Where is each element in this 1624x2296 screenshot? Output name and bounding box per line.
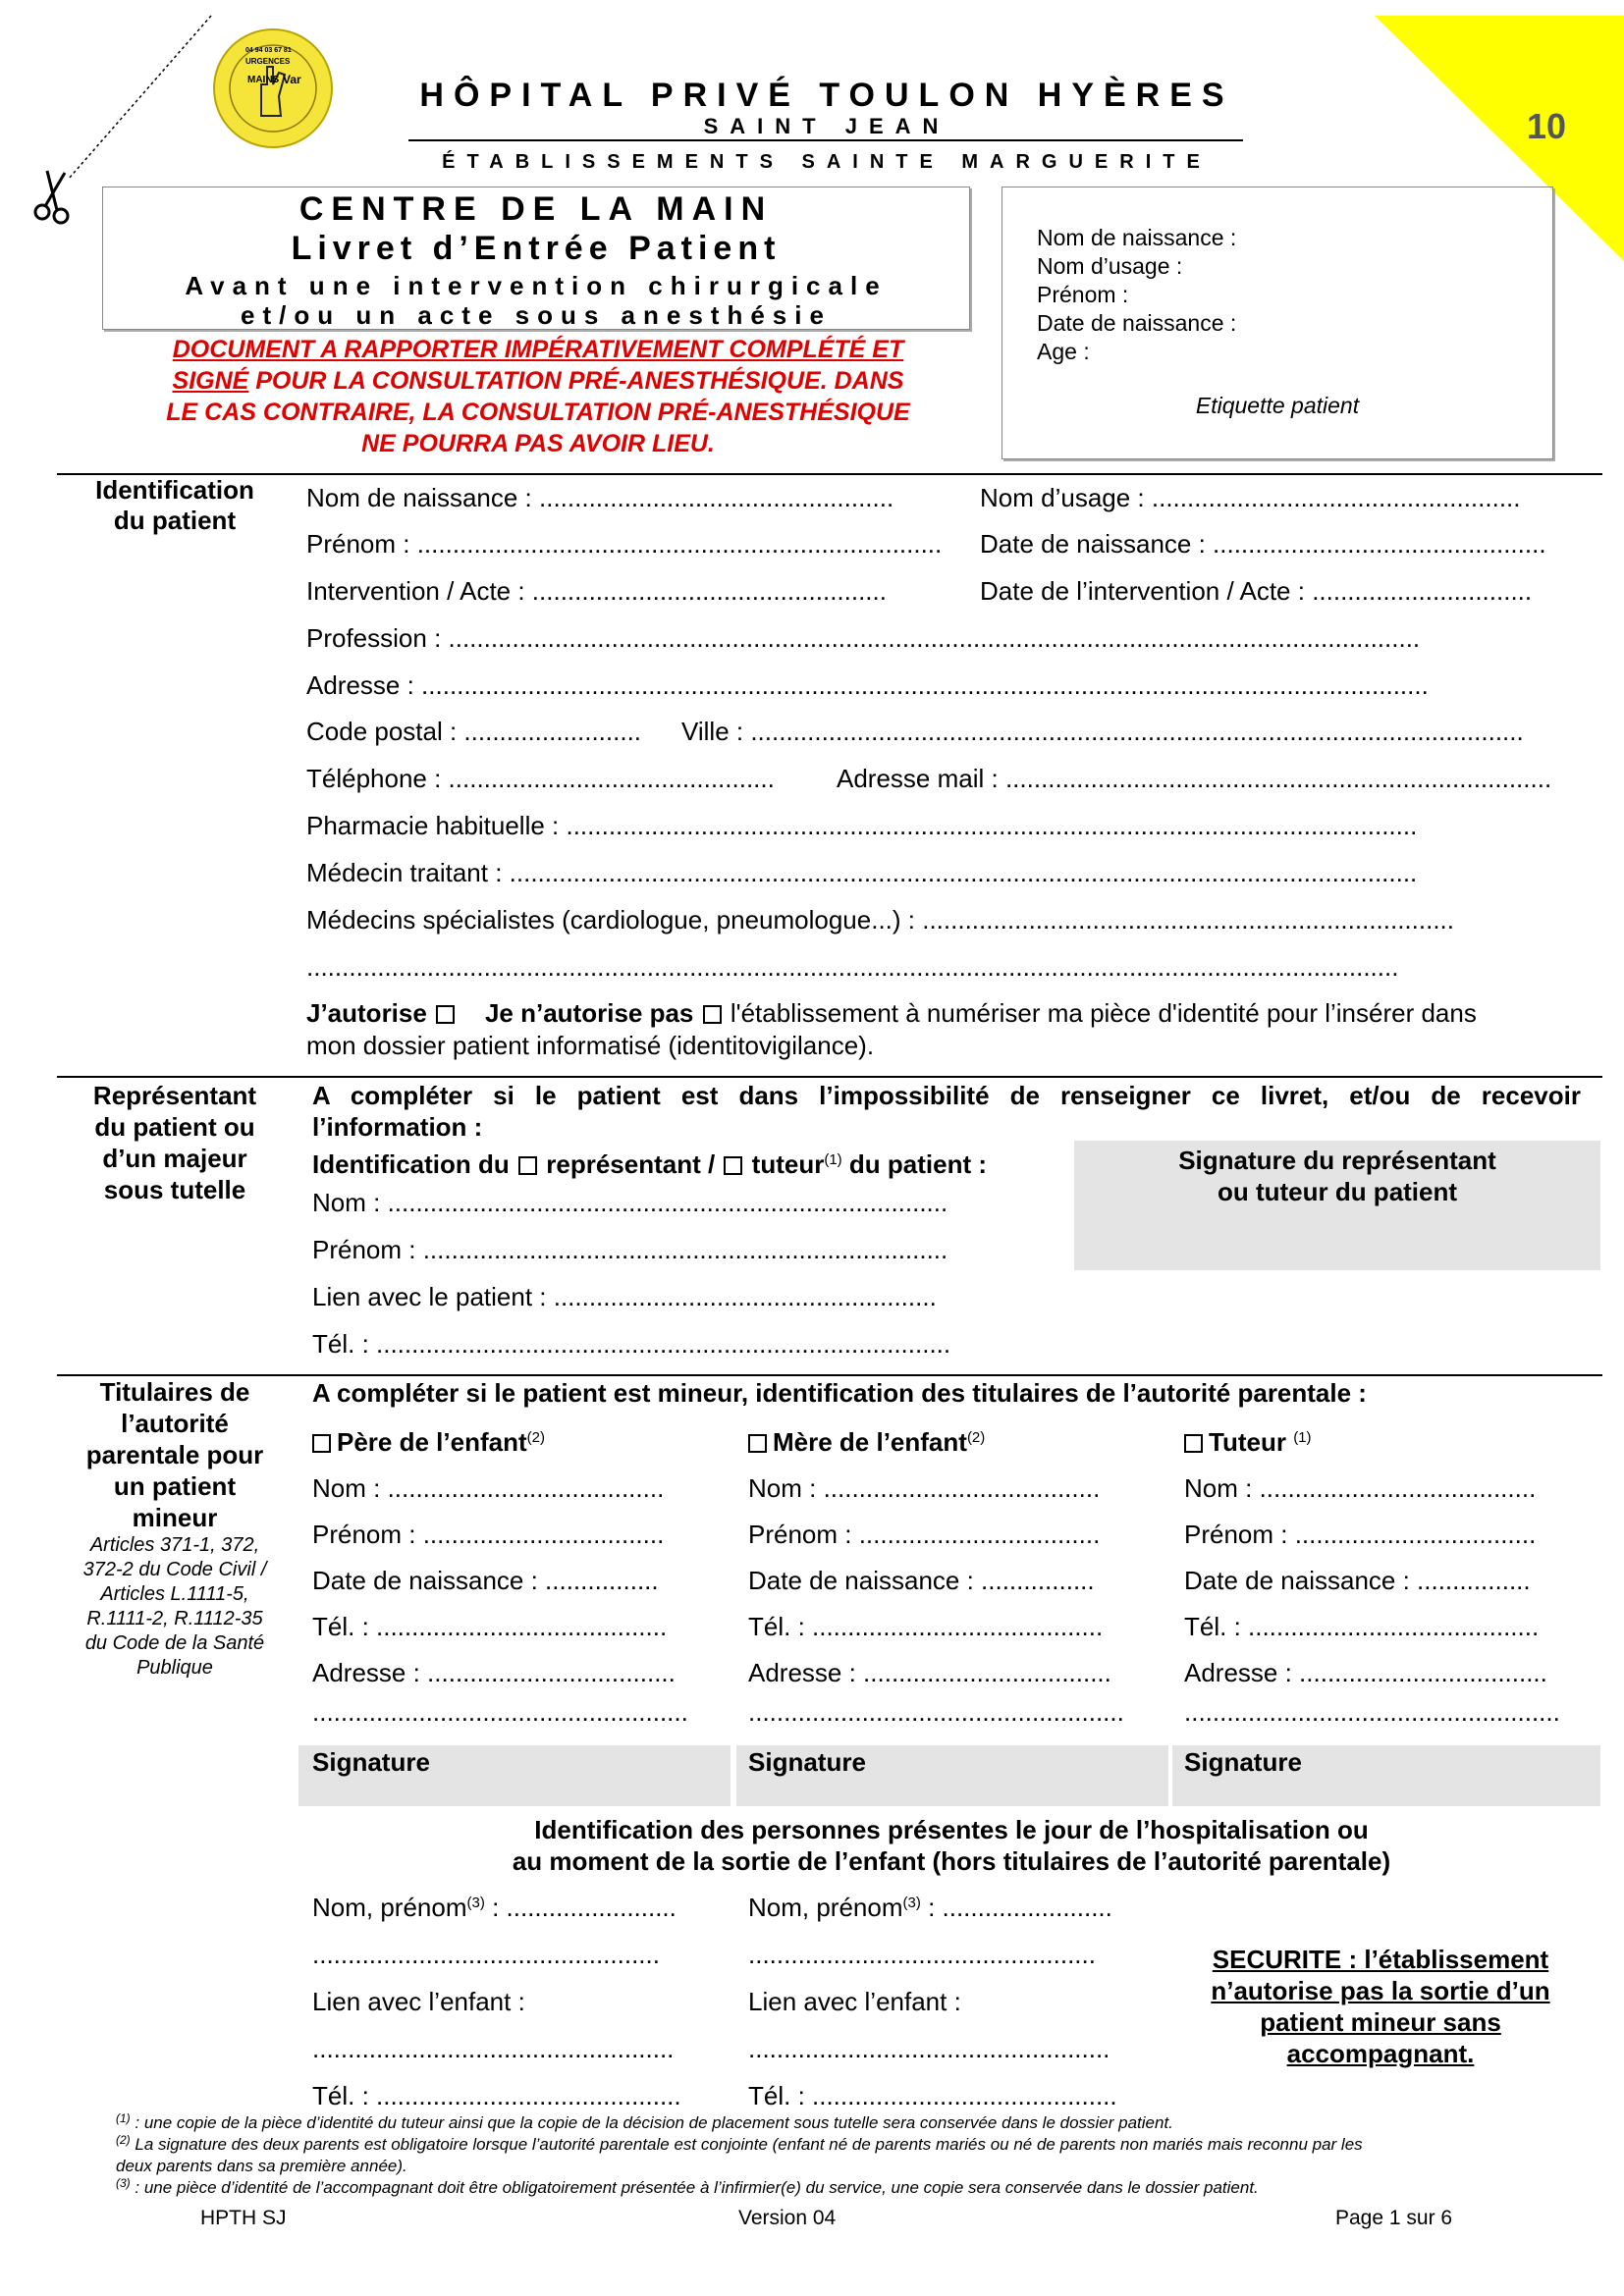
label-caption: Etiquette patient (1195, 393, 1360, 418)
field-nom-naissance[interactable]: Nom de naissance : .................................................. (306, 483, 894, 512)
mother-date[interactable]: Date de naissance : ................ (748, 1566, 1095, 1595)
persons-column-1 (312, 1893, 744, 2110)
field-code-postal[interactable]: Code postal : ......................... (306, 717, 642, 746)
representative-id-line: Identification du représentant / tuteur$^{(1)}$ du patient : (312, 1149, 987, 1179)
mother-adresse[interactable]: Adresse : ................................... (748, 1658, 1111, 1687)
tutor-adresse-2[interactable]: ..................................................... (1184, 1697, 1560, 1727)
corner-page-number: 10 (1527, 106, 1567, 146)
persons-title: Identification des personnes présentes le jour de l’hospitalisation ou au moment de la sortie de l’enfant (hors titulaires de l’autorité parentale) (512, 1815, 1391, 1876)
footer-center: Version 04 (738, 2207, 837, 2229)
authorize-label: J’autorise (306, 998, 427, 1028)
field-profession[interactable]: Profession : ......................................................................................................................................... (306, 623, 1421, 653)
header-rule (408, 139, 1243, 141)
footnotes (116, 2112, 1549, 2199)
person1-lien[interactable]: Lien avec l’enfant : (312, 1987, 525, 2016)
person2-lien[interactable]: Lien avec l’enfant : (748, 1987, 961, 2016)
father-adresse-2[interactable]: ..................................................... (312, 1697, 688, 1727)
tutor-tel[interactable]: Tél. : ......................................... (1184, 1612, 1540, 1641)
rep-field-tel[interactable]: Tél. : ................................................................................. (312, 1329, 951, 1359)
label-nom-usage: Nom d’usage : (1037, 253, 1183, 279)
field-pharmacie[interactable]: Pharmacie habituelle : ........................................................................................................................ (306, 811, 1418, 840)
not-authorize-label: Je n’autorise pas (484, 998, 694, 1028)
hospital-site: SAINT JEAN (703, 114, 950, 138)
mother-prenom[interactable]: Prénom : .................................. (748, 1520, 1101, 1549)
mother-tel[interactable]: Tél. : ......................................... (748, 1612, 1104, 1641)
section-rule-representative (57, 1076, 1602, 1078)
parental-column-father (312, 1427, 744, 1727)
parental-articles: Articles 371-1, 372, 372-2 du Code Civil / Articles L.1111-5, R.1111-2, R.1112-35 du Code de la Santé Publique (82, 1534, 267, 1679)
persons-column-2 (748, 1893, 1180, 2110)
logo-mains: MAINS (247, 75, 280, 85)
rep-signature-label: Signature du représentant ou tuteur du patient (1178, 1146, 1496, 1206)
father-adresse[interactable]: Adresse : ................................... (312, 1658, 676, 1687)
authorization-line (306, 998, 1477, 1028)
person1-nom-2[interactable]: ................................................. (312, 1940, 660, 1969)
hospital-logo (212, 27, 334, 149)
field-telephone[interactable]: Téléphone : .............................................. (306, 764, 775, 793)
tutor-signature-label: Signature (1184, 1747, 1302, 1777)
father-tel[interactable]: Tél. : ......................................... (312, 1612, 668, 1641)
tutor-prenom[interactable]: Prénom : .................................. (1184, 1520, 1537, 1549)
identification-section-label: Identification du patient (95, 475, 254, 535)
field-date-intervention[interactable]: Date de l’intervention / Acte : ............................... (980, 576, 1533, 606)
tutor-nom[interactable]: Nom : ....................................... (1184, 1473, 1537, 1503)
field-ville[interactable]: Ville : ............................................................................................................. (681, 717, 1524, 746)
rep-field-lien[interactable]: Lien avec le patient : ...................................................... (312, 1282, 937, 1311)
field-date-naissance[interactable]: Date de naissance : ............................................... (980, 529, 1546, 559)
father-nom[interactable]: Nom : ....................................... (312, 1473, 665, 1503)
field-prenom[interactable]: Prénom : .......................................................................... (306, 529, 943, 559)
person1-lien-2[interactable]: ................................................... (312, 2034, 675, 2063)
field-intervention[interactable]: Intervention / Acte : .................................................. (306, 576, 887, 606)
logo-var: Var (283, 73, 301, 86)
footnote-1: $^{(1)}$ : une copie de la pièce d’identité du tuteur ainsi que la copie de la décision de placement sous tutelle sera conservée dans le dossier patient. (116, 2111, 1173, 2132)
rep-field-nom[interactable]: Nom : ............................................................................... (312, 1188, 948, 1217)
hospital-name: HÔPITAL PRIVÉ TOULON HYÈRES (419, 77, 1234, 114)
parental-column-tutor (1184, 1427, 1597, 1727)
field-specialistes-cont[interactable]: .......................................................................................................................................................... (306, 952, 1399, 982)
father-prenom[interactable]: Prénom : .................................. (312, 1520, 665, 1549)
representative-section-label: Représentant du patient ou d’un majeur sous tutelle (92, 1081, 257, 1204)
parental-title-father: Père de l’enfant$^{(2)}$ (312, 1427, 744, 1457)
field-nom-usage[interactable]: Nom d’usage : .................................................... (980, 483, 1521, 512)
person2-tel[interactable]: Tél. : ........................................... (748, 2081, 1117, 2110)
scissors-icon (31, 167, 75, 226)
father-signature-label: Signature (312, 1747, 430, 1777)
person2-lien-2[interactable]: ................................................... (748, 2034, 1110, 2063)
mother-nom[interactable]: Nom : ....................................... (748, 1473, 1101, 1503)
label-prenom: Prénom : (1037, 282, 1129, 307)
title-line-4: et/ou un acte sous anesthésie (241, 300, 832, 330)
footnote-2b: deux parents dans sa première année). (116, 2157, 407, 2175)
field-mail[interactable]: Adresse mail : ............................................................................. (837, 764, 1552, 793)
tuteur-checkbox[interactable] (724, 1156, 742, 1175)
person2-nom-2[interactable]: ................................................. (748, 1940, 1096, 1969)
parental-intro: A compléter si le patient est mineur, identification des titulaires de l’autorité parentale : (312, 1378, 1367, 1408)
mother-checkbox[interactable] (748, 1434, 767, 1453)
footnote-2: $^{(2)}$ La signature des deux parents est obligatoire lorsque l’autorité parentale est conjointe (enfant né de parents mariés ou né de parents non mariés mais reconnu par les (116, 2133, 1363, 2154)
logo-urgences: URGENCES (245, 57, 291, 66)
parental-title-tutor: Tuteur $^{(1)}$ (1184, 1427, 1597, 1457)
person2-nom[interactable]: Nom, prénom$^{(3)}$ : ........................ (748, 1893, 1112, 1922)
field-medecin[interactable]: Médecin traitant : ................................................................................................................................ (306, 858, 1418, 887)
logo-phone: 04 94 03 67 81 (245, 47, 292, 54)
label-lines (1037, 224, 1236, 366)
label-age: Age : (1037, 339, 1090, 364)
representative-intro-2: l’information : (312, 1112, 483, 1142)
parental-section-label: Titulaires de l’autorité parentale pour un patient mineur (85, 1377, 264, 1532)
tutor-date[interactable]: Date de naissance : ................ (1184, 1566, 1531, 1595)
warning-text: DOCUMENT A RAPPORTER IMPÉRATIVEMENT COMPLÉTÉ ET SIGNÉ POUR LA CONSULTATION PRÉ-ANESTHÉSIQUE. DANS LE CAS CONTRAIRE, LA CONSULTATION PRÉ-ANESTHÉSIQUE NE POURRA PAS AVOIR LIEU. (166, 336, 910, 457)
hospital-group: ÉTABLISSEMENTS SAINTE MARGUERITE (442, 151, 1212, 173)
security-notice: SECURITE : l’établissement n’autorise pas la sortie d’un patient mineur sans accompagnant. (1211, 1945, 1550, 2068)
rep-field-prenom[interactable]: Prénom : .......................................................................... (312, 1235, 948, 1264)
label-nom-naissance: Nom de naissance : (1037, 225, 1237, 250)
footer-left: HPTH SJ (200, 2207, 287, 2229)
title-line-2: Livret d’Entrée Patient (291, 230, 782, 267)
person1-tel[interactable]: Tél. : ........................................... (312, 2081, 681, 2110)
footnote-3: $^{(3)}$ : une pièce d’identité de l’accompagnant doit être obligatoirement présentée à l’infirmier(e) du service, une copie sera conservée dans le dossier patient. (116, 2176, 1259, 2197)
mother-signature-label: Signature (748, 1747, 866, 1777)
father-checkbox[interactable] (312, 1434, 331, 1453)
person1-nom[interactable]: Nom, prénom$^{(3)}$ : ........................ (312, 1893, 677, 1922)
father-date[interactable]: Date de naissance : ................ (312, 1566, 659, 1595)
authorize-checkbox[interactable] (436, 1005, 455, 1024)
representant-checkbox[interactable] (518, 1156, 537, 1175)
field-specialistes[interactable]: Médecins spécialistes (cardiologue, pneumologue...) : ........................................................................... (306, 905, 1454, 934)
parental-column-mother (748, 1427, 1180, 1727)
field-adresse[interactable]: Adresse : .............................................................................................................................................. (306, 670, 1429, 700)
mother-adresse-2[interactable]: ..................................................... (748, 1697, 1124, 1727)
tutor-checkbox[interactable] (1184, 1434, 1203, 1453)
authorize-text: l'établissement à numériser ma pièce d'identité pour l’insérer dans (723, 998, 1477, 1028)
not-authorize-checkbox[interactable] (703, 1005, 722, 1024)
parental-title-mother: Mère de l’enfant$^{(2)}$ (748, 1427, 1180, 1457)
title-line-3: Avant une intervention chirurgicale (185, 271, 888, 300)
title-line-1: CENTRE DE LA MAIN (298, 190, 774, 228)
authorize-text-2: mon dossier patient informatisé (identitovigilance). (306, 1031, 875, 1060)
tutor-adresse[interactable]: Adresse : ................................... (1184, 1658, 1547, 1687)
footer-right: Page 1 sur 6 (1335, 2207, 1453, 2229)
label-date-naissance: Date de naissance : (1037, 310, 1237, 336)
representative-intro: A compléter si le patient est dans l’impossibilité de renseigner ce livret, et/ou de recevoir (312, 1081, 1581, 1110)
